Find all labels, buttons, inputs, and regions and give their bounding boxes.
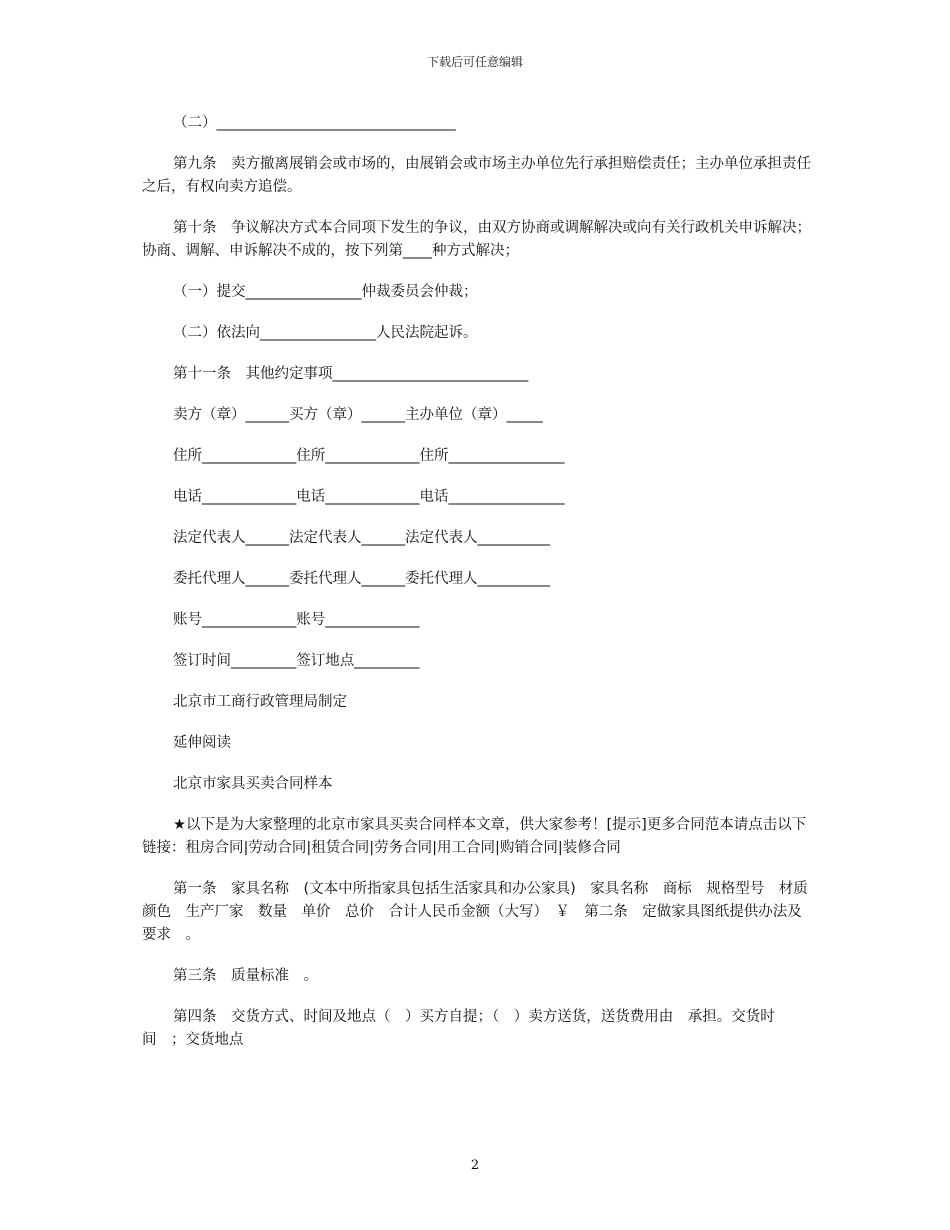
litigation-option: （二）依法向________________人民法院起诉。 <box>173 325 478 341</box>
article-11: 第十一条 其他约定事项___________________________ <box>173 366 529 382</box>
clause-2-blank: （二）_________________________________ <box>173 115 456 131</box>
page-number: 2 <box>470 1158 480 1173</box>
legal-rep-line: 法定代表人______法定代表人______法定代表人__________ <box>173 530 550 546</box>
signature-seal-line: 卖方（章）______买方（章）______主办单位（章）_____ <box>173 407 543 423</box>
article-1-2: 第一条 家具名称 (文本中所指家具包括生活家具和办公家具) 家具名称 商标 规格型号 材质 颜色 生产厂家 数量 单价 总价 合计人民币金额（大写） ￥ 第二条 定做家具图纸提供办法及要求 。 <box>142 881 823 943</box>
sample-title: 北京市家具买卖合同样本 <box>173 776 333 792</box>
article-9: 第九条 卖方撤离展销会或市场的，由展销会或市场主办单位先行承担赔偿责任；主办单位承担责任之后，有权向卖方追偿。 <box>142 156 811 195</box>
extended-reading-heading: 延伸阅读 <box>173 735 231 751</box>
article-10: 第十条 争议解决方式本合同项下发生的争议，由双方协商或调解解决或向有关行政机关申诉解决；协商、调解、申诉解决不成的，按下列第____种方式解决； <box>142 220 811 259</box>
phone-line: 电话_____________电话_____________电话________________ <box>173 489 565 505</box>
sign-time-place-line: 签订时间_________签订地点_________ <box>173 653 420 669</box>
agent-line: 委托代理人______委托代理人______委托代理人__________ <box>173 571 550 587</box>
document-body <box>142 112 823 1070</box>
page-header: 下载后可任意编辑 <box>426 55 523 69</box>
intro-paragraph: ★以下是为大家整理的北京市家具买卖合同样本文章，供大家参考！[提示]更多合同范本请点击以下链接：租房合同|劳动合同|租赁合同|劳务合同|用工合同|购销合同|装修合同 <box>142 817 807 856</box>
arbitration-option: （一）提交________________仲裁委员会仲裁； <box>173 284 478 300</box>
issuer-line: 北京市工商行政管理局制定 <box>173 694 347 710</box>
address-line: 住所_____________住所_____________住所________________ <box>173 448 565 464</box>
account-line: 账号_____________账号_____________ <box>173 612 420 628</box>
article-4: 第四条 交货方式、时间及地点（ ）买方自提；（ ）卖方送货，送货费用由 承担。交货时间 ；交货地点 <box>142 1009 775 1048</box>
article-3: 第三条 质量标准 。 <box>173 968 318 984</box>
